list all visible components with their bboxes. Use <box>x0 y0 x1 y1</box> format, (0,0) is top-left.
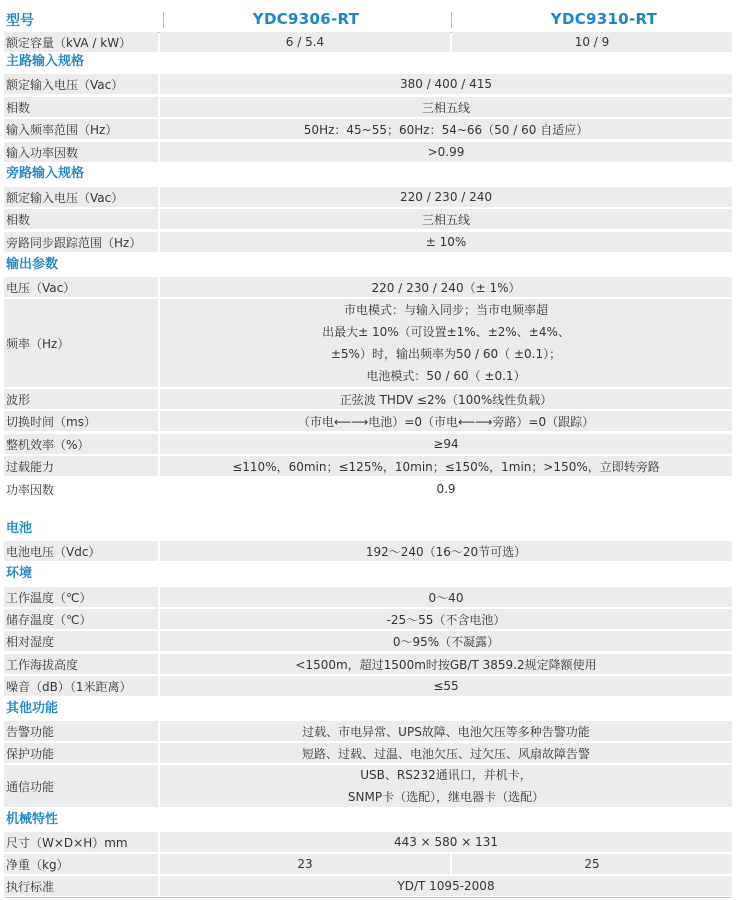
spec-value-model-2: 25 <box>452 854 732 874</box>
spec-label: 切换时间（ms） <box>4 411 158 431</box>
spec-row-main-phase <box>4 97 732 117</box>
spec-row-output-voltage <box>4 277 732 297</box>
spec-value: 50Hz：45~55；60Hz：54~66（50 / 60 自适应） <box>160 119 732 139</box>
spec-row-operating-temp <box>4 587 732 607</box>
spec-label: 执行标准 <box>4 876 158 896</box>
spec-value: 短路、过载、过温、电池欠压、过欠压、风扇故障告警 <box>160 743 732 763</box>
spec-value: 正弦波 THDV ≤2%（100%线性负载） <box>160 389 732 409</box>
spec-value: 220 / 230 / 240 <box>160 187 732 207</box>
spec-label: 电压（Vac） <box>4 277 158 297</box>
spec-value <box>160 765 732 807</box>
spec-value <box>160 299 732 387</box>
spec-label: 尺寸（W×D×H）mm <box>4 832 158 852</box>
spec-row-bypass-voltage <box>4 187 732 207</box>
model-name-1: YDC9306-RT <box>252 10 360 28</box>
spec-value: 443 × 580 × 131 <box>160 832 732 852</box>
table-bottom-rule <box>4 897 732 898</box>
spec-label: 净重（kg） <box>4 854 158 874</box>
spec-label: 工作海拔高度 <box>4 654 158 674</box>
spec-label: 旁路同步跟踪范围（Hz） <box>4 232 158 252</box>
spec-label: 额定容量（kVA / kW） <box>4 32 158 52</box>
spec-value-line: SNMP卡（选配），继电器卡（选配） <box>347 790 545 804</box>
spec-value: ≤110%，60min；≤125%，10min；≤150%，1min；>150%，立即转旁路 <box>160 456 732 476</box>
section-title-other-functions: 其他功能 <box>6 701 59 716</box>
spec-value-model-1: 6 / 5.4 <box>160 32 450 52</box>
spec-value-line: 市电模式：与输入同步；当市电频率超 <box>343 303 548 317</box>
spec-row-main-voltage <box>4 74 732 94</box>
spec-row-noise <box>4 676 732 696</box>
spec-row-output-pf <box>4 479 732 499</box>
spec-label: 整机效率（%） <box>4 434 158 454</box>
spec-row-main-frequency <box>4 119 732 139</box>
spec-label: 输入频率范围（Hz） <box>4 119 158 139</box>
spec-value: ± 10% <box>160 232 732 252</box>
spec-value: 三相五线 <box>160 209 732 229</box>
spec-value-line: ±5%）时，输出频率为50 / 60（ ±0.1）； <box>330 347 562 361</box>
spec-value: （市电⟵⟶电池）=0（市电⟵⟶旁路）=0（跟踪） <box>160 411 732 431</box>
spec-value: ≥94 <box>160 434 732 454</box>
spec-row-bypass-sync <box>4 232 732 252</box>
spec-label: 储存温度（℃） <box>4 609 158 629</box>
section-title-main-input: 主路输入规格 <box>6 54 85 69</box>
spec-label: 额定输入电压（Vac） <box>4 74 158 94</box>
spec-label: 功率因数 <box>4 479 158 499</box>
model-header-label: 型号 <box>6 13 34 29</box>
spec-label: 额定输入电压（Vac） <box>4 187 158 207</box>
spec-row-weight <box>4 854 732 874</box>
spec-row-main-pf <box>4 142 732 162</box>
spec-row-dimensions <box>4 832 732 852</box>
section-title-output: 输出参数 <box>6 257 59 272</box>
spec-row-transfer-time <box>4 411 732 431</box>
spec-label: 噪音（dB）（1米距离） <box>4 676 158 696</box>
spec-row-altitude <box>4 654 732 674</box>
spec-value: 220 / 230 / 240（± 1%） <box>160 277 732 297</box>
spec-label: 电池电压（Vdc） <box>4 541 158 561</box>
spec-label: 告警功能 <box>4 721 158 741</box>
spec-value-model-1: 23 <box>160 854 450 874</box>
spec-row-standard <box>4 876 732 896</box>
header-divider <box>451 12 452 28</box>
spec-value: ≤55 <box>160 676 732 696</box>
spec-value: 0.9 <box>160 479 732 499</box>
spec-value: 0～95%（不凝露） <box>160 631 732 651</box>
spec-row-protection <box>4 743 732 763</box>
spec-row-capacity <box>4 32 732 52</box>
spec-label: 通信功能 <box>4 765 158 807</box>
header-divider <box>163 12 164 28</box>
spec-row-waveform <box>4 389 732 409</box>
spec-value: 0～40 <box>160 587 732 607</box>
spec-value-line: 出最大± 10%（可设置±1%、±2%、±4%、 <box>322 325 570 339</box>
section-title-mechanical: 机械特性 <box>6 812 59 827</box>
spec-value: 过载、市电异常、UPS故障、电池欠压等多种告警功能 <box>160 721 732 741</box>
spec-value: 三相五线 <box>160 97 732 117</box>
spec-value: YD/T 1095-2008 <box>160 876 732 896</box>
spec-row-communication <box>4 765 732 807</box>
spec-row-battery-voltage <box>4 541 732 561</box>
spec-label: 工作温度（℃） <box>4 587 158 607</box>
spec-row-storage-temp <box>4 609 732 629</box>
section-title-battery: 电池 <box>6 521 33 536</box>
spec-label: 输入功率因数 <box>4 142 158 162</box>
spec-label: 过载能力 <box>4 456 158 476</box>
spec-value-model-2: 10 / 9 <box>452 32 732 52</box>
spec-value: >0.99 <box>160 142 732 162</box>
spec-value: 380 / 400 / 415 <box>160 74 732 94</box>
model-name-2: YDC9310-RT <box>550 10 658 28</box>
spec-value-line: USB、RS232通讯口，并机卡， <box>360 768 532 782</box>
table-header <box>4 6 732 33</box>
spec-row-bypass-phase <box>4 209 732 229</box>
section-title-bypass-input: 旁路输入规格 <box>6 166 85 181</box>
spec-value-line: 电池模式：50 / 60（ ±0.1） <box>366 369 526 383</box>
spec-value: -25～55（不含电池） <box>160 609 732 629</box>
spec-label: 频率（Hz） <box>4 299 158 387</box>
spec-row-efficiency <box>4 434 732 454</box>
spec-value: 192～240（16～20节可选） <box>160 541 732 561</box>
spec-label: 相数 <box>4 209 158 229</box>
spec-row-alarm <box>4 721 732 741</box>
spec-label: 波形 <box>4 389 158 409</box>
section-title-environment: 环境 <box>6 566 33 581</box>
spec-row-overload <box>4 456 732 476</box>
spec-row-output-frequency <box>4 299 732 387</box>
spec-row-humidity <box>4 631 732 651</box>
spec-label: 相数 <box>4 97 158 117</box>
spec-label: 相对湿度 <box>4 631 158 651</box>
spec-value: <1500m，超过1500m时按GB/T 3859.2规定降额使用 <box>160 654 732 674</box>
spec-label: 保护功能 <box>4 743 158 763</box>
